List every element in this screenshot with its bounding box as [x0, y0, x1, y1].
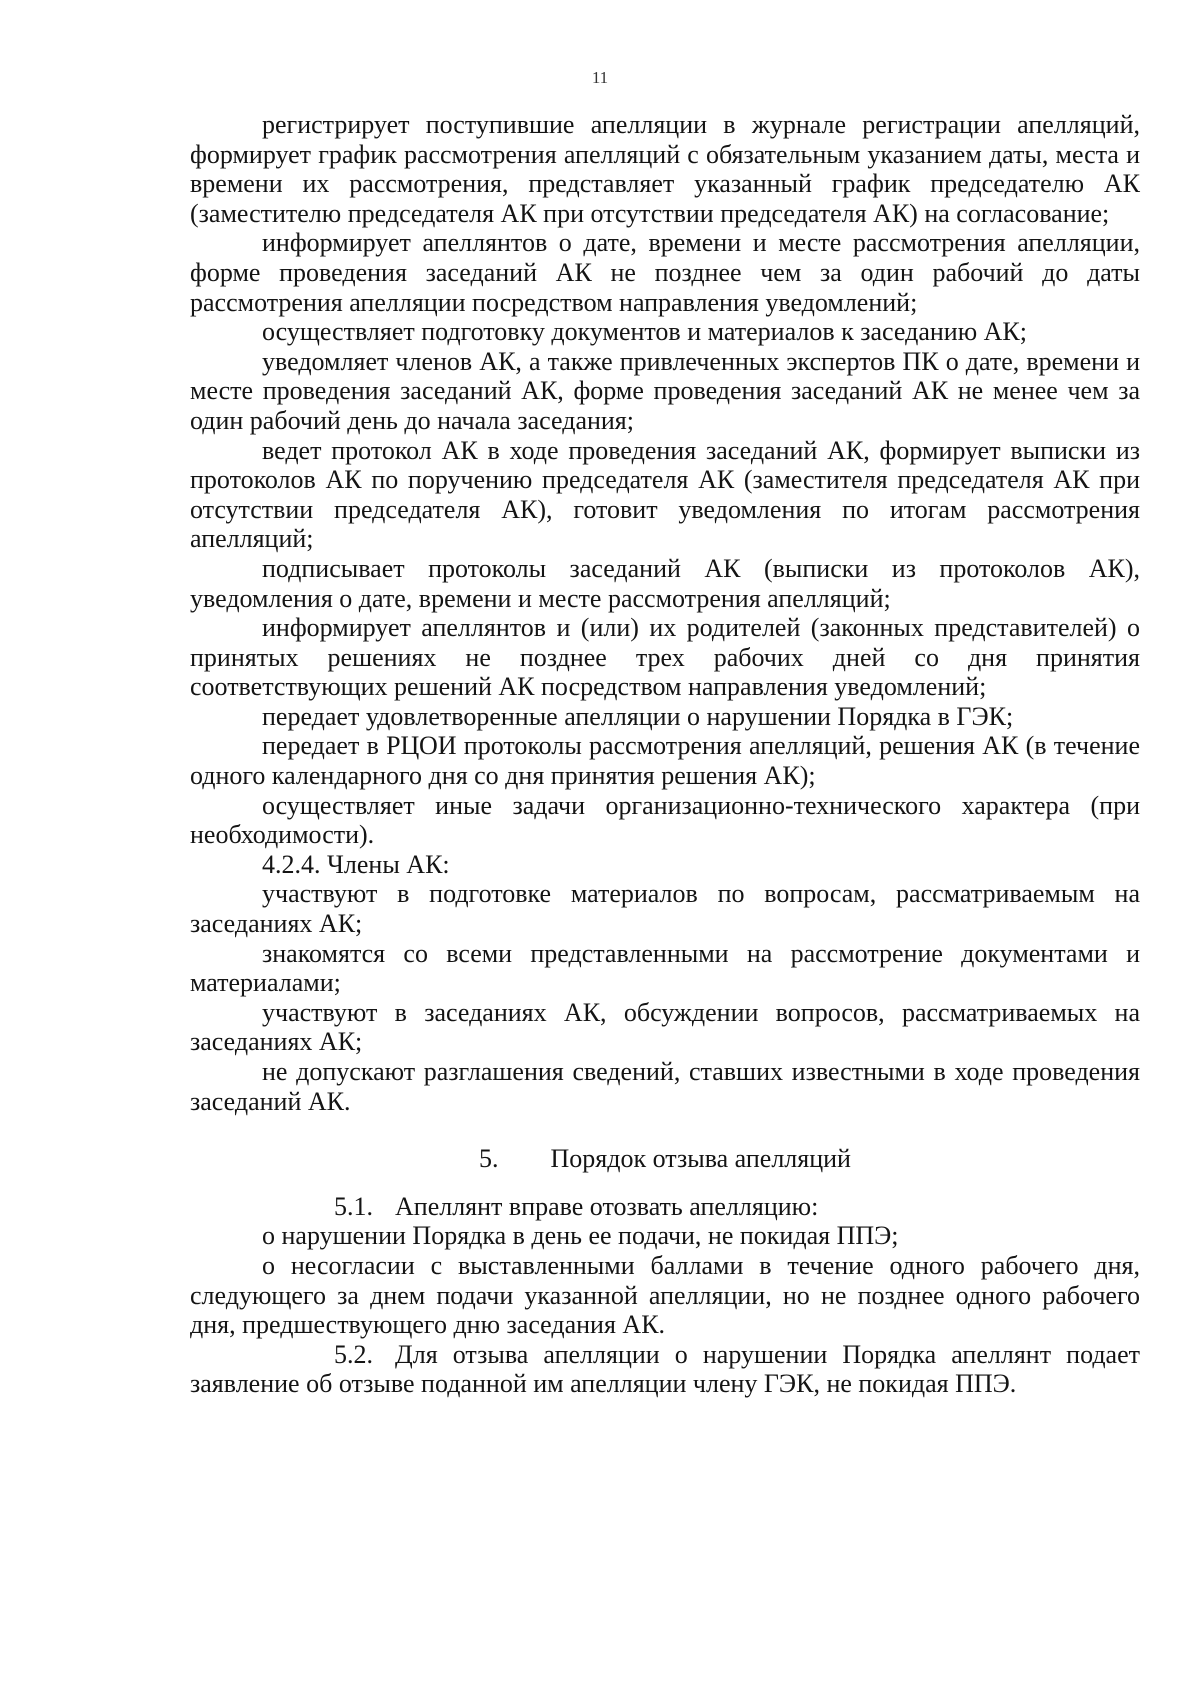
paragraph: передает в РЦОИ протоколы рассмотрения апелляций, решения АК (в течение одного календарного дня со дня принятия решения АК); [190, 731, 1140, 791]
paragraph: знакомятся со всеми представленными на рассмотрение документами и материалами; [190, 938, 1140, 998]
paragraph: регистрирует поступившие апелляции в журнале регистрации апелляций, формирует график рассмотрения апелляций с обязательным указанием даты, места и времени их рассмотрения, представляет указанный график председателю АК (заместителю председателя АК при отсутствии председателя АК) на согласование; [190, 110, 1140, 228]
paragraph: участвуют в подготовке материалов по вопросам, рассматриваемым на заседаниях АК; [190, 879, 1140, 939]
section-number: 5. [479, 1144, 499, 1174]
item-number: 5.2. [334, 1339, 373, 1369]
paragraph: участвуют в заседаниях АК, обсуждении вопросов, рассматриваемых на заседаниях АК; [190, 997, 1140, 1057]
paragraph: осуществляет подготовку документов и материалов к заседанию АК; [262, 317, 1027, 347]
item-5-2 [190, 1340, 1140, 1399]
section-title: Порядок отзыва апелляций [550, 1144, 851, 1174]
subsection-heading-4-2-4: 4.2.4. Члены АК: [262, 849, 450, 879]
paragraph: передает удовлетворенные апелляции о нарушении Порядка в ГЭК; [262, 701, 1014, 731]
item-number: 5.1. [334, 1191, 373, 1221]
item-text: Апеллянт вправе отозвать апелляцию: [395, 1191, 819, 1221]
item-text: Для отзыва апелляции о нарушении Порядка апеллянт подает заявление об отзыве поданной им апелляции члену ГЭК, не покидая ППЭ. [190, 1339, 1140, 1399]
document-body [190, 110, 1140, 1399]
paragraph: о несогласии с выставленными баллами в течение одного рабочего дня, следующего за днем подачи указанной апелляции, но не позднее одного рабочего дня, предшествующего дню заседания АК. [190, 1250, 1140, 1340]
paragraph: о нарушении Порядка в день ее подачи, не покидая ППЭ; [262, 1221, 899, 1251]
paragraph: осуществляет иные задачи организационно-технического характера (при необходимости). [190, 790, 1140, 850]
paragraph: подписывает протоколы заседаний АК (выписки из протоколов АК), уведомления о дате, времени и месте рассмотрения апелляций; [190, 553, 1140, 613]
paragraph: уведомляет членов АК, а также привлеченных экспертов ПК о дате, времени и месте проведения заседаний АК, форме проведения заседаний АК не менее чем за один рабочий день до начала заседания; [190, 346, 1140, 435]
paragraph: ведет протокол АК в ходе проведения заседаний АК, формирует выписки из протоколов АК по поручению председателя АК (заместителя председателя АК при отсутствии председателя АК), готовит уведомления по итогам рассмотрения апелляций; [190, 435, 1140, 554]
paragraph: не допускают разглашения сведений, ставших известными в ходе проведения заседаний АК. [190, 1057, 1140, 1116]
section-heading [190, 1144, 1140, 1174]
paragraph: информирует апеллянтов о дате, времени и месте рассмотрения апелляции, форме проведения заседаний АК не позднее чем за один рабочий до даты рассмотрения апелляции посредством направления уведомлений; [190, 228, 1140, 317]
paragraph: информирует апеллянтов и (или) их родителей (законных представителей) о принятых решениях не позднее трех рабочих дней со дня принятия соответствующих решений АК посредством направления уведомлений; [190, 613, 1140, 702]
page-number: 11 [591, 68, 609, 87]
item-5-1 [190, 1192, 1140, 1222]
